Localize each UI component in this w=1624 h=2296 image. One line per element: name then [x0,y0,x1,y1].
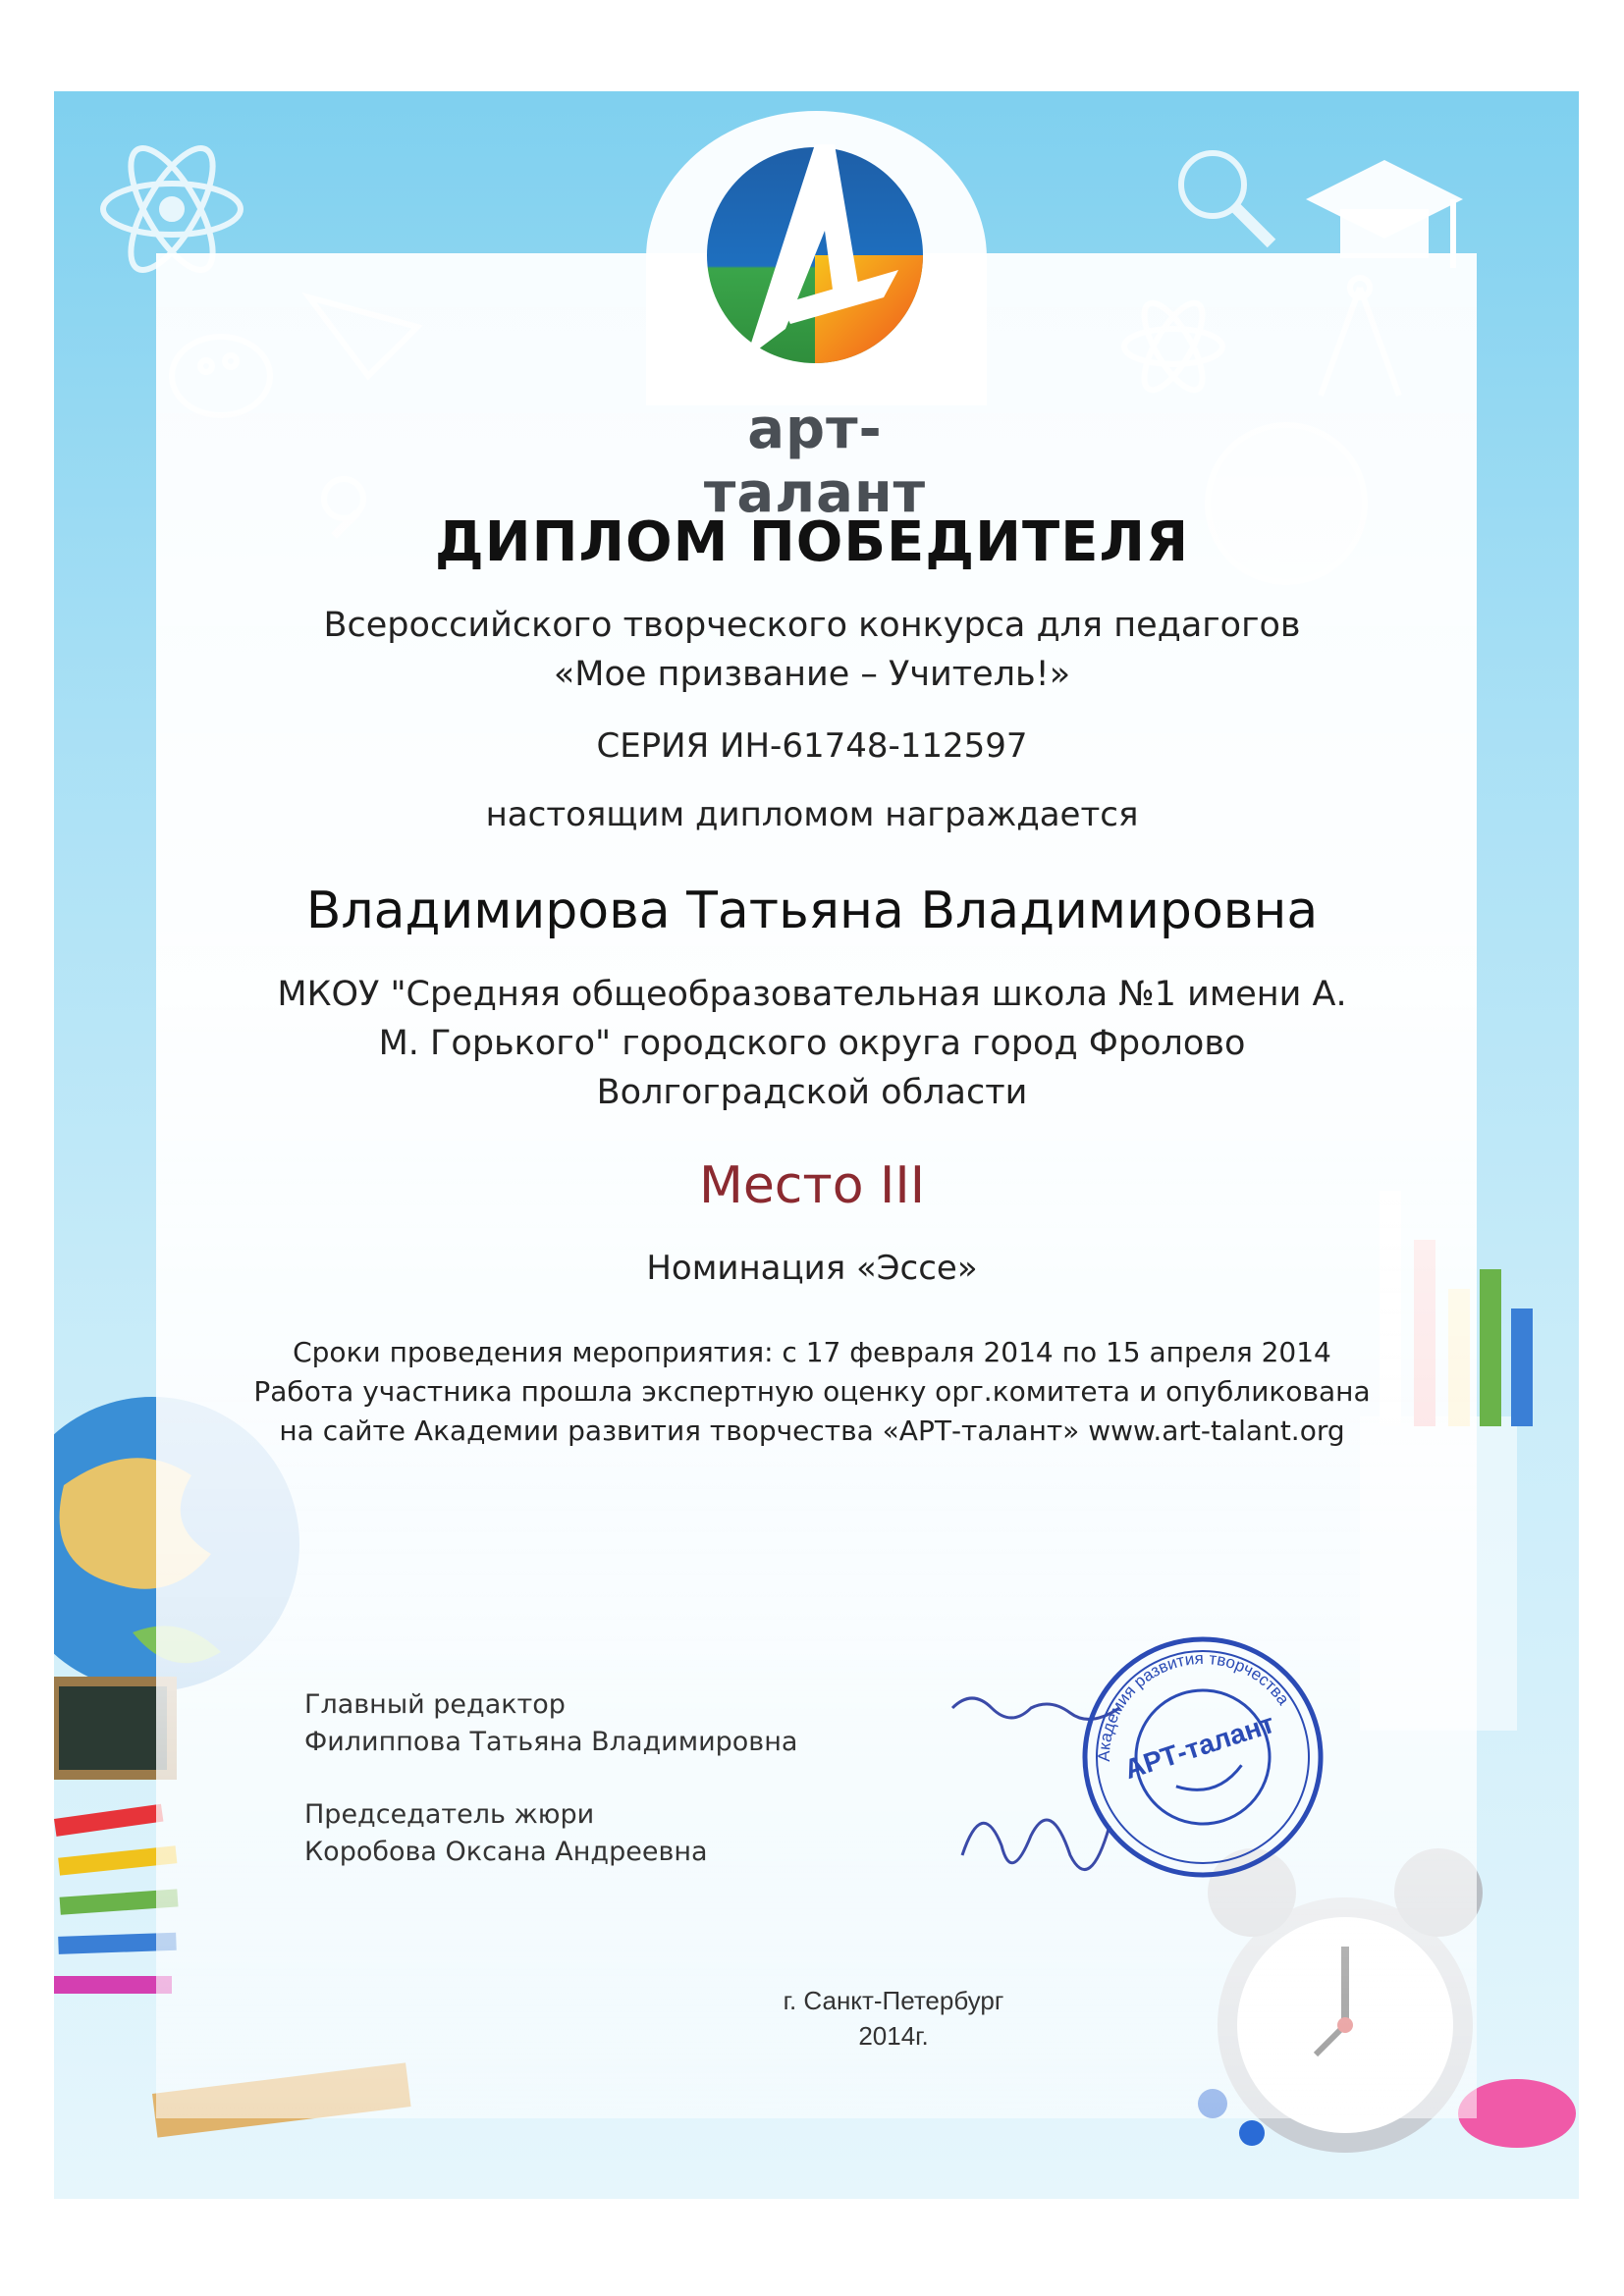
organization: МКОУ "Средняя общеобразовательная школа №1 имени А. М. Горького" городского округа город Фролово Волгоградской области [277,975,1347,1112]
footer-place-date [687,1983,1100,2054]
stamp-center-text: АРТ-талант [1120,1707,1278,1786]
terms-line-1: Сроки проведения мероприятия: с 17 февраля 2014 по 15 апреля 2014 [293,1336,1331,1368]
jury-name: Коробова Оксана Андреевна [304,1837,708,1867]
editor-signature-block [304,1686,797,1761]
stamp [1075,1629,1330,1885]
terms-line-2: Работа участника прошла экспертную оценку орг.комитета и опубликована [253,1375,1371,1408]
terms-line-3: на сайте Академии развития творчества «АРТ-талант» www.art-talant.org [279,1415,1345,1447]
series-number: СЕРИЯ ИН-61748-112597 [596,726,1028,766]
graduation-cap-icon [1306,160,1463,268]
logo-mark-icon [687,133,943,378]
editor-role: Главный редактор [304,1689,566,1720]
nomination: Номинация «Эссе» [646,1249,978,1288]
stamp-ring-text: Академия развития творчества [1094,1648,1293,1762]
awarded-text: настоящим дипломом награждается [485,795,1139,834]
diploma-title: ДИПЛОМ ПОБЕДИТЕЛЯ [434,510,1190,574]
footer-year: 2014г. [858,2021,929,2051]
chalkboard-icon [54,1682,172,1775]
recipient-name: Владимирова Татьяна Владимировна [305,881,1319,940]
logo-brand-text: арт-талант [703,398,927,525]
terms-block [252,1333,1372,1451]
jury-role: Председатель жюри [304,1799,595,1830]
editor-name: Филиппова Татьяна Владимировна [304,1727,798,1757]
logo [687,133,943,525]
footer-city: г. Санкт-Петербург [783,1986,1004,2015]
place: Место III [698,1156,926,1215]
jury-signature-block [304,1796,708,1871]
magnifier-icon [1181,153,1272,243]
contest-name: Всероссийского творческого конкурса для педагогов «Мое призвание – Учитель!» [323,606,1301,694]
